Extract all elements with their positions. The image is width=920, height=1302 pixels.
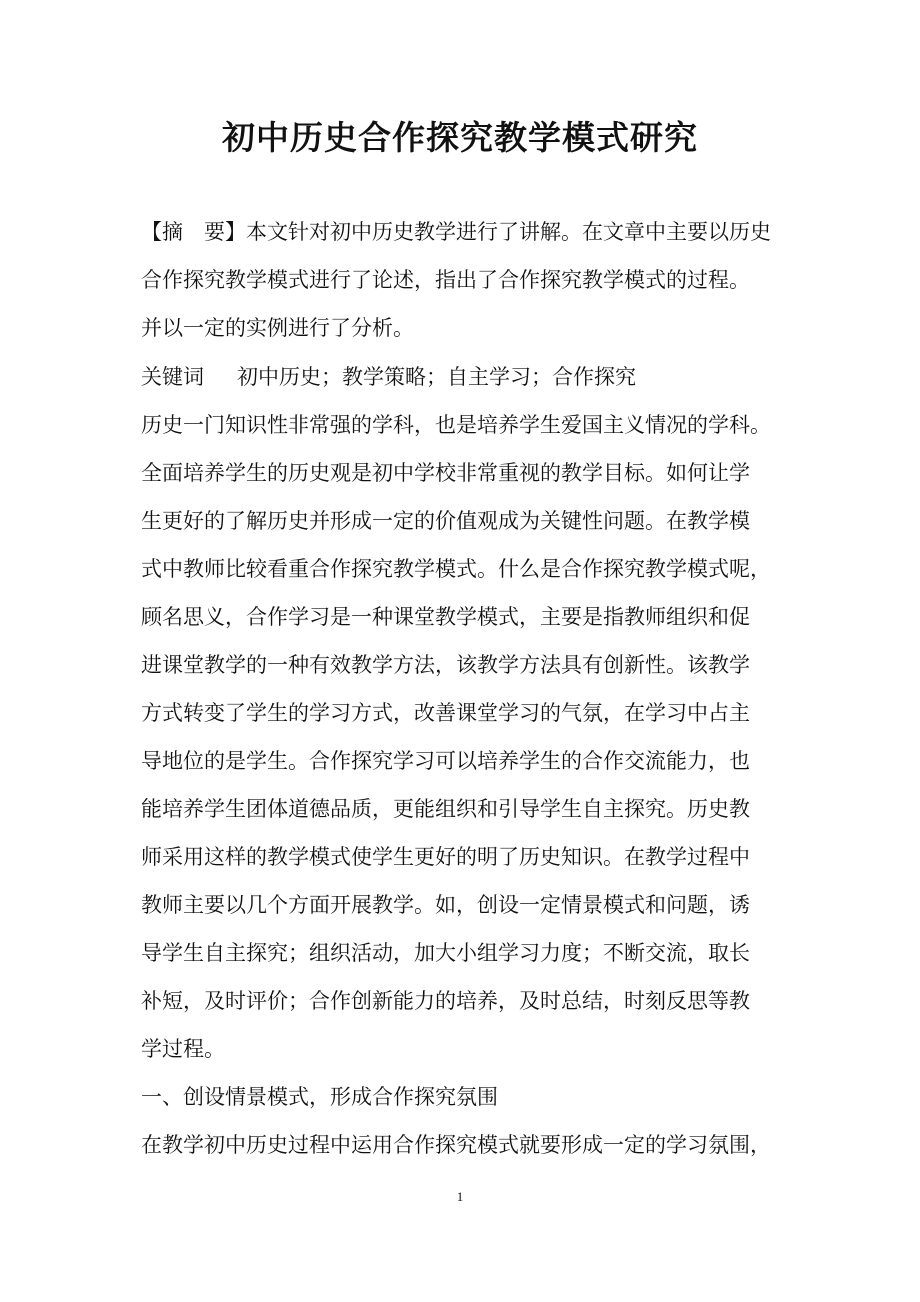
body-line: 导学生自主探究；组织活动，加大小组学习力度；不断交流，取长 bbox=[141, 941, 750, 965]
body-line: 全面培养学生的历史观是初中学校非常重视的教学目标。如何让学 bbox=[141, 461, 750, 485]
keywords-value: 初中历史；教学策略；自主学习；合作探究 bbox=[237, 365, 636, 389]
body-line: 历史一门知识性非常强的学科，也是培养学生爱国主义情况的学科。 bbox=[141, 413, 771, 437]
body-line: 顾名思义，合作学习是一种课堂教学模式，主要是指教师组织和促 bbox=[141, 605, 750, 629]
body-line: 方式转变了学生的学习方式，改善课堂学习的气氛，在学习中占主 bbox=[141, 701, 750, 725]
keywords-line bbox=[141, 362, 636, 392]
document-title: 初中历史合作探究教学模式研究 bbox=[222, 118, 698, 157]
body-line: 在教学初中历史过程中运用合作探究模式就要形成一定的学习氛围， bbox=[141, 1133, 771, 1157]
body-line: 式中教师比较看重合作探究教学模式。什么是合作探究教学模式呢， bbox=[141, 557, 771, 581]
keywords-label: 关键词 bbox=[141, 365, 204, 389]
body-line: 导地位的是学生。合作探究学习可以培养学生的合作交流能力，也 bbox=[141, 749, 750, 773]
page-number: 1 bbox=[456, 1189, 464, 1204]
body-line: 生更好的了解历史并形成一定的价值观成为关键性问题。在教学模 bbox=[141, 509, 750, 533]
abstract-line: 合作探究教学模式进行了论述，指出了合作探究教学模式的过程。 bbox=[141, 268, 750, 292]
abstract-line: 【摘 要】本文针对初中历史教学进行了讲解。在文章中主要以历史 bbox=[141, 220, 771, 244]
body-line: 能培养学生团体道德品质，更能组织和引导学生自主探究。历史教 bbox=[141, 797, 750, 821]
section-heading: 一、创设情景模式，形成合作探究氛围 bbox=[141, 1085, 498, 1109]
body-line: 学过程。 bbox=[141, 1037, 225, 1061]
body-line: 师采用这样的教学模式使学生更好的明了历史知识。在教学过程中 bbox=[141, 845, 750, 869]
body-line: 进课堂教学的一种有效教学方法，该教学方法具有创新性。该教学 bbox=[141, 653, 750, 677]
body-line: 补短，及时评价；合作创新能力的培养，及时总结，时刻反思等教 bbox=[141, 989, 750, 1013]
abstract-line: 并以一定的实例进行了分析。 bbox=[141, 316, 414, 340]
body-line: 教师主要以几个方面开展教学。如，创设一定情景模式和问题，诱 bbox=[141, 893, 750, 917]
